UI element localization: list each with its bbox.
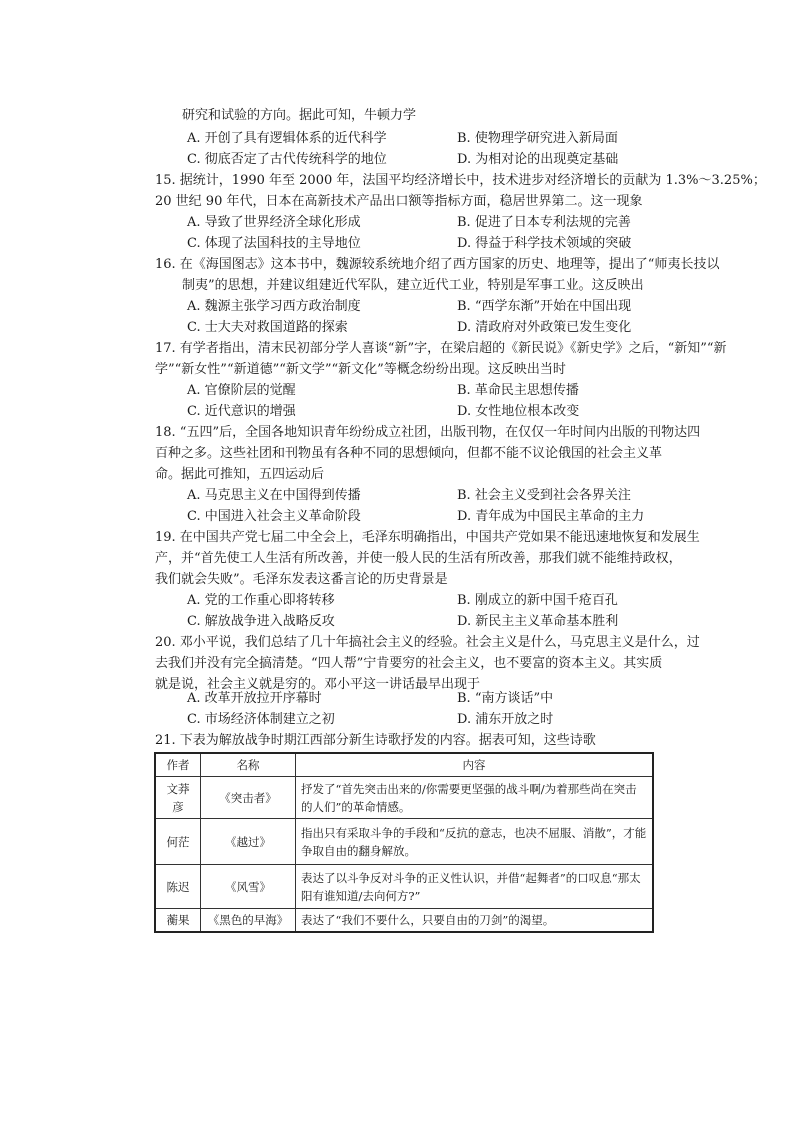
cell-title: 《风雪》 (201, 865, 296, 909)
q19-stem-line-2: 产，并“首先使工人生活有所改善，并使一般人民的生活有所改善，那我们就不能维持政权， (155, 551, 682, 566)
column-header-content: 内容 (296, 753, 654, 777)
question-17 (155, 338, 727, 380)
q17-option-d[interactable]: D. 女性地位根本改变 (457, 404, 580, 419)
q19-option-d[interactable]: D. 新民主主义革命基本胜利 (457, 614, 619, 629)
cell-author: 文莽彦 (155, 777, 201, 819)
q20-option-d[interactable]: D. 浦东开放之时 (457, 712, 554, 727)
q16-stem-line-1: 16. 在《海国图志》这本书中，魏源较系统地介绍了西方国家的历史、地理等，提出了“师夷长技以 (155, 257, 720, 272)
table-row (155, 865, 653, 909)
cell-content: 表达了以斗争反对斗争的正义性认识，并借“起舞者”的口叹息“那太阳有谁知道/去向何方?” (296, 865, 654, 909)
q19-option-a[interactable]: A. 党的工作重心即将转移 (187, 593, 335, 608)
q16-option-a[interactable]: A. 魏源主张学习西方政治制度 (187, 299, 361, 314)
q19-option-c[interactable]: C. 解放战争进入战略反攻 (187, 614, 335, 629)
q15-stem-line-2: 20 世纪 90 年代，日本在高新技术产品出口额等指标方面，稳居世界第二。这一现象 (155, 194, 643, 209)
q20-option-c[interactable]: C. 市场经济体制建立之初 (187, 712, 335, 727)
cell-title: 《突击者》 (201, 777, 296, 819)
q15-option-d[interactable]: D. 得益于科学技术领域的突破 (457, 236, 632, 251)
q14-tail: 研究和试验的方向。据此可知，牛顿力学 (182, 108, 417, 123)
q15-option-c[interactable]: C. 体现了法国科技的主导地位 (187, 236, 361, 251)
q18-option-c[interactable]: C. 中国进入社会主义革命阶段 (187, 509, 361, 524)
q21-stem: 21. 下表为解放战争时期江西部分新生诗歌抒发的内容。据表可知，这些诗歌 (155, 733, 596, 748)
cell-title: 《越过》 (201, 819, 296, 865)
q18-stem-line-2: 百种之多。这些社团和刊物虽有各种不同的思想倾向，但都不能不议论俄国的社会主义革 (155, 446, 663, 461)
cell-content: 抒发了“首先突击出来的/你需要更坚强的战斗啊/为着那些尚在突击的人们”的革命情感。 (296, 777, 654, 819)
cell-author: 何茫 (155, 819, 201, 865)
q18-option-d[interactable]: D. 青年成为中国民主革命的主力 (457, 509, 645, 524)
q17-option-c[interactable]: C. 近代意识的增强 (187, 404, 296, 419)
q14-option-b[interactable]: B. 使物理学研究进入新局面 (457, 131, 618, 146)
q17-option-a[interactable]: A. 官僚阶层的觉醒 (187, 383, 296, 398)
cell-content: 表达了“我们不要什么，只要自由的刀剑”的渴望。 (296, 909, 654, 933)
q18-option-b[interactable]: B. 社会主义受到社会各界关注 (457, 488, 631, 503)
question-18 (155, 422, 701, 485)
q18-stem-line-1: 18. “五四”后，全国各地知识青年纷纷成立社团，出版刊物，在仅仅一年时间内出版的刊物达四 (155, 425, 701, 440)
question-15 (155, 170, 766, 212)
q16-option-b[interactable]: B. “西学东渐”开始在中国出现 (457, 299, 632, 314)
q16-options (187, 296, 657, 338)
q14-option-a[interactable]: A. 开创了具有逻辑体系的近代科学 (187, 131, 387, 146)
q18-stem-line-3: 命。据此可推知，五四运动后 (155, 467, 325, 482)
q15-options (187, 212, 657, 254)
q19-stem-line-1: 19. 在中国共产党七届二中全会上，毛泽东明确指出，中国共产党如果不能迅速地恢复和发展生 (155, 530, 700, 545)
question-20 (155, 632, 700, 695)
poem-table (154, 752, 654, 933)
cell-author: 陈迟 (155, 865, 201, 909)
q17-options (187, 380, 657, 422)
table-row (155, 777, 653, 819)
q16-option-c[interactable]: C. 士大夫对救国道路的探索 (187, 320, 348, 335)
q19-option-b[interactable]: B. 刚成立的新中国千疮百孔 (457, 593, 618, 608)
q20-options (187, 688, 657, 730)
question-21 (155, 730, 655, 751)
q16-option-d[interactable]: D. 清政府对外政策已发生变化 (457, 320, 632, 335)
table-row (155, 909, 653, 933)
q14-option-d[interactable]: D. 为相对论的出现奠定基础 (457, 152, 619, 167)
q17-option-b[interactable]: B. 革命民主思想传播 (457, 383, 579, 398)
q16-stem-line-2: 制夷”的思想，并建议组建近代军队，建立近代工业，特别是军事工业。这反映出 (182, 278, 644, 293)
table-row (155, 819, 653, 865)
q19-options (187, 590, 657, 632)
q14-options (187, 128, 657, 170)
q17-stem-line-1: 17. 有学者指出，清末民初部分学人喜谈“新”字，在梁启超的《新民说》《新史学》之后，“新知”“新 (155, 341, 727, 356)
cell-content: 指出只有采取斗争的手段和“反抗的意志，也决不屈服、消散”，才能争取自由的翻身解放。 (296, 819, 654, 865)
q20-stem-line-2: 去我们并没有完全搞清楚。“四人帮”宁肯要穷的社会主义，也不要富的资本主义。其实质 (155, 656, 663, 671)
cell-title: 《黑色的早海》 (201, 909, 296, 933)
q18-option-a[interactable]: A. 马克思主义在中国得到传播 (187, 488, 361, 503)
question-19 (155, 527, 700, 590)
column-header-author: 作者 (155, 753, 201, 777)
q17-stem-line-2: 学”“新女性”“新道德”“新文学”“新文化”等概念纷纷出现。这反映出当时 (155, 362, 566, 377)
q20-option-b[interactable]: B. “南方谈话”中 (457, 691, 554, 706)
column-header-title: 名称 (201, 753, 296, 777)
table-header-row (155, 753, 653, 777)
cell-author: 蘅果 (155, 909, 201, 933)
q19-stem-line-3: 我们就会失败”。毛泽东发表这番言论的历史背景是 (155, 572, 448, 587)
q15-option-a[interactable]: A. 导致了世界经济全球化形成 (187, 215, 361, 230)
q20-stem-line-1: 20. 邓小平说，我们总结了几十年搞社会主义的经验。社会主义是什么，马克思主义是什么，过 (155, 635, 700, 650)
q15-option-b[interactable]: B. 促进了日本专利法规的完善 (457, 215, 631, 230)
question-16 (155, 254, 720, 296)
q15-stem-line-1: 15. 据统计，1990 年至 2000 年，法国平均经济增长中，技术进步对经济增长的贡献为 1.3%～3.25%； (155, 173, 766, 188)
q20-option-a[interactable]: A. 改革开放拉开序幕时 (187, 691, 322, 706)
q14-option-c[interactable]: C. 彻底否定了古代传统科学的地位 (187, 152, 387, 167)
q20-stem-line-3: 就是说，社会主义就是穷的。邓小平这一讲话最早出现于 (155, 677, 481, 692)
q18-options (187, 485, 657, 527)
